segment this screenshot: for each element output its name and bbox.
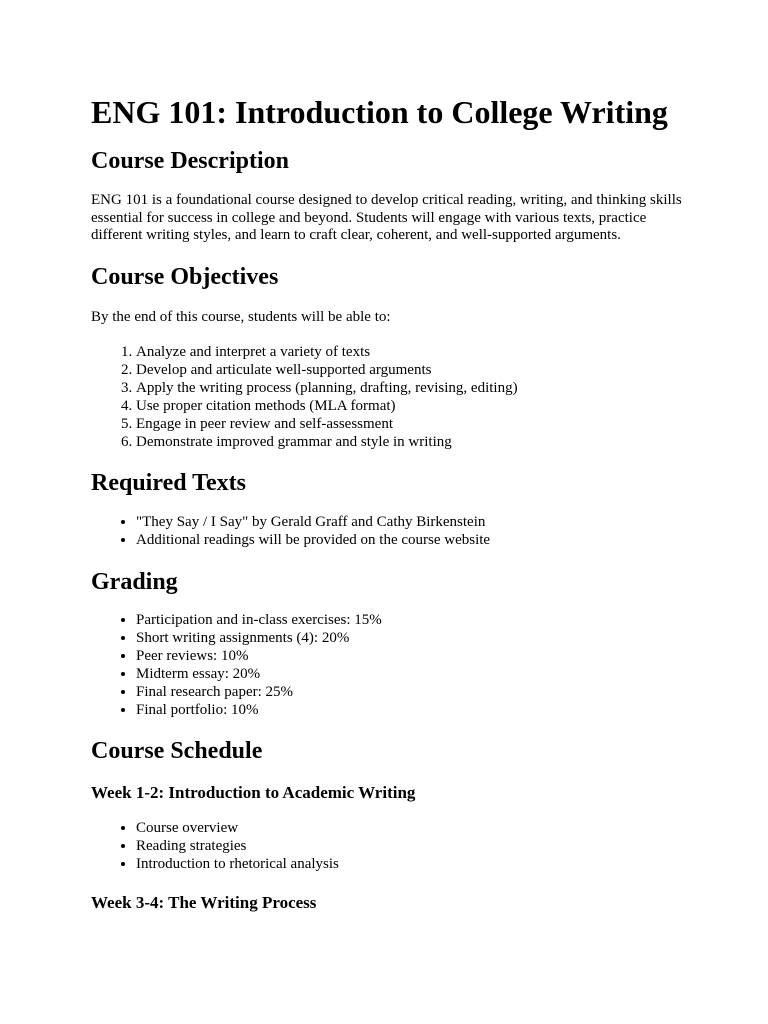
list-item: 3. Apply the writing process (planning, drafting, revising, editing) — [136, 380, 696, 398]
week-heading: Week 3-4: The Writing Process — [91, 893, 317, 912]
list-item: 1. Analyze and interpret a variety of texts — [136, 344, 696, 362]
list-item: • Midterm essay: 20% — [136, 666, 696, 684]
list-item: • Participation and in-class exercises: 15% — [136, 612, 696, 630]
list-item: • Final research paper: 25% — [136, 684, 696, 702]
grading-heading: Grading — [91, 569, 178, 595]
list-item: 6. Demonstrate improved grammar and style in writing — [136, 434, 696, 452]
grading-list — [91, 612, 696, 719]
list-item: • Course overview — [136, 820, 696, 838]
list-item: • Short writing assignments (4): 20% — [136, 630, 696, 648]
course-objectives-intro: By the end of this course, students will be able to: — [91, 309, 391, 325]
list-item: 4. Use proper citation methods (MLA format) — [136, 398, 696, 416]
list-item: • Additional readings will be provided on the course website — [136, 532, 696, 550]
list-item: • Reading strategies — [136, 838, 696, 856]
list-item: • Peer reviews: 10% — [136, 648, 696, 666]
page-title: ENG 101: Introduction to College Writing — [91, 94, 668, 130]
course-schedule-heading: Course Schedule — [91, 738, 263, 764]
course-description-heading: Course Description — [91, 148, 289, 174]
list-item: • Final portfolio: 10% — [136, 702, 696, 720]
list-item: 5. Engage in peer review and self-assessment — [136, 416, 696, 434]
list-item: • "They Say / I Say" by Gerald Graff and Cathy Birkenstein — [136, 514, 696, 532]
course-description-text: ENG 101 is a foundational course designed to develop critical reading, writing, and thinking skills essential for success in college and beyond. Students will engage with various texts, practice different writing styles, and learn to craft clear, coherent, and well-supported arguments. — [91, 192, 682, 244]
week-topics-list — [91, 820, 696, 874]
required-texts-heading: Required Texts — [91, 470, 246, 496]
required-texts-list — [91, 514, 696, 550]
week-heading: Week 1-2: Introduction to Academic Writing — [91, 783, 416, 802]
list-item: • Introduction to rhetorical analysis — [136, 856, 696, 874]
objectives-list — [91, 344, 696, 451]
list-item: 2. Develop and articulate well-supported arguments — [136, 362, 696, 380]
course-objectives-heading: Course Objectives — [91, 264, 279, 290]
